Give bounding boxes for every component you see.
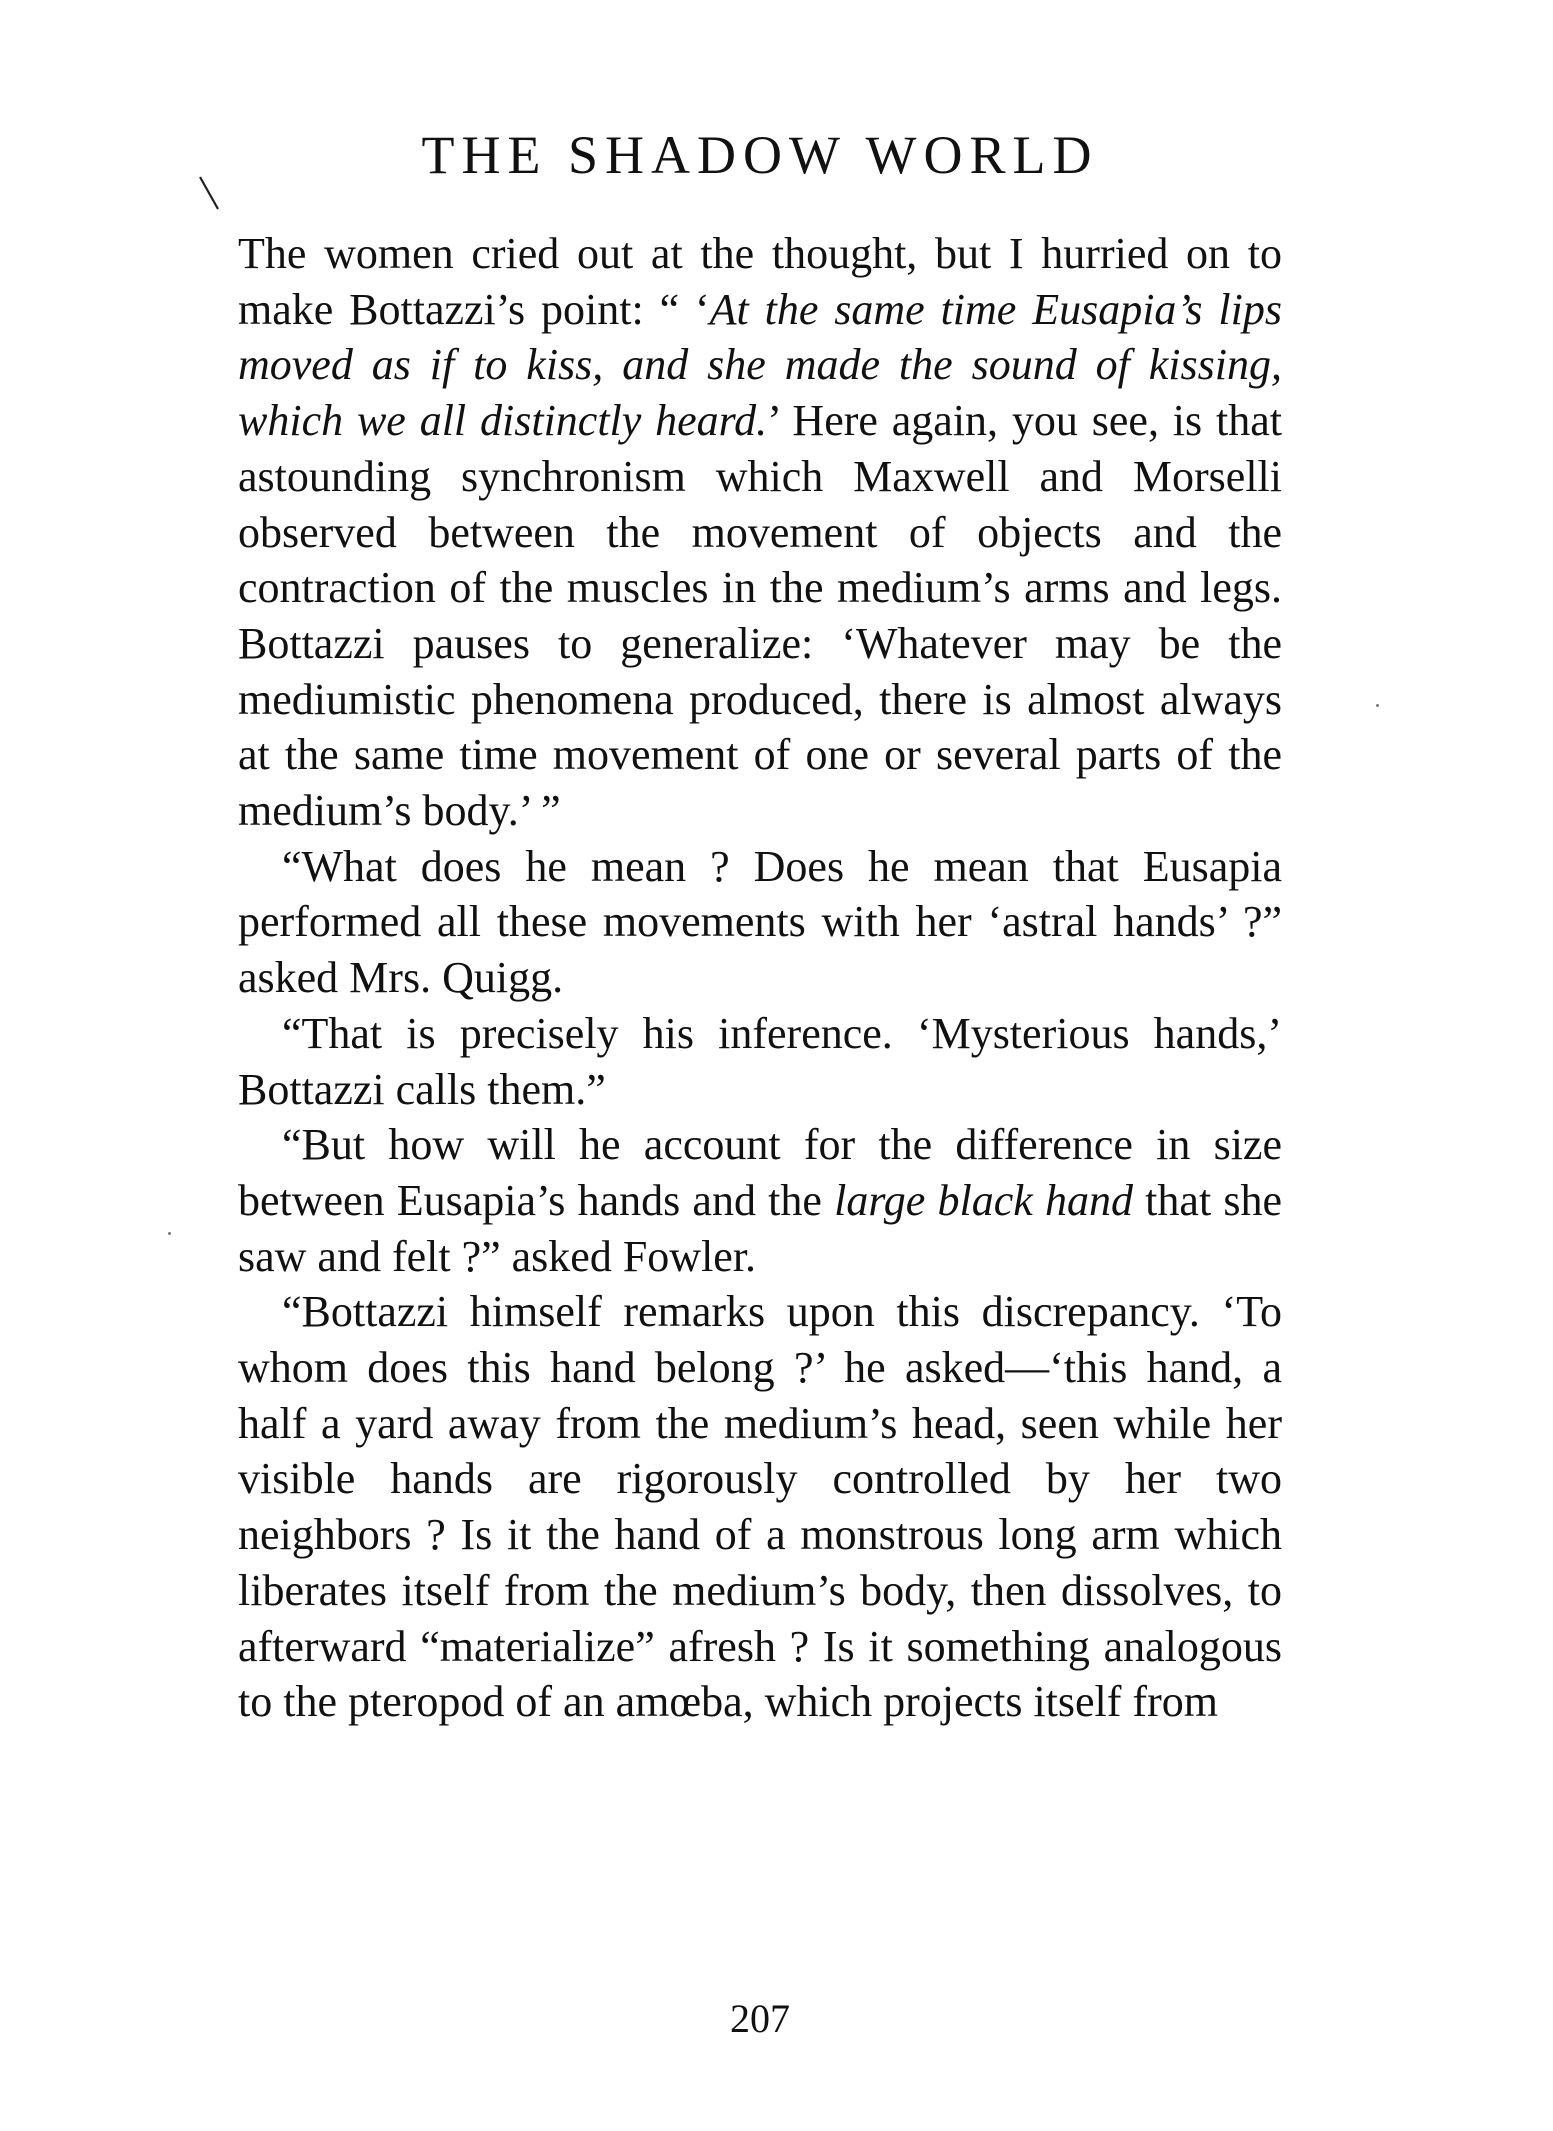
paragraph — [238, 1117, 1282, 1284]
text-run: “Bottazzi himself remarks upon this discrepancy. ‘To whom does this hand belong ?’ he asked—‘this hand, a half a yard away from the medium’s head, seen while her visible hands are rigorously controlled by her two neighbors ? Is it the hand of a monstrous long arm which liberates itself from the medium’s body, then dissolves, to afterward “materialize” afresh ? Is it something analogous to the pteropod of an amœba, which projects itself from — [238, 1287, 1282, 1727]
text-run: “What does he mean ? Does he mean that Eusapia performed all these movements with her ‘astral hands’ ?” asked Mrs. Quigg. — [238, 841, 1282, 1003]
page-number: 207 — [730, 1996, 790, 2041]
text-run: “That is precisely his inference. ‘Mysterious hands,’ Bottazzi calls them.” — [238, 1008, 1282, 1114]
paragraph — [238, 1284, 1282, 1730]
paper-speck — [1376, 704, 1379, 707]
text-run: ’ Here again, you see, is that astounding synchronism which Maxwell and Morselli observed between the movement of objects and the contraction of the muscles in the medium’s arms and legs. Bottazzi pauses to generalize: ‘Whatever may be the mediumistic phenomena produced, there is almost always at the same time movement of one or several parts of the medium’s body.’ ” — [238, 396, 1282, 836]
paragraph — [238, 226, 1282, 839]
text-run: “But how will he account for the difference in size between Eusapia’s hands and the — [238, 1120, 1282, 1225]
running-head: THE SHADOW WORLD — [421, 125, 1099, 185]
italic-text-run: large black hand — [834, 1175, 1133, 1225]
paragraph — [238, 839, 1282, 1006]
paper-speck — [168, 1232, 171, 1235]
italic-text-run: At the same time Eusapia’s lips moved as if to kiss, and she made the sound of kissing, which we all distinctly heard. — [238, 284, 1282, 446]
text-run: The women cried out at the thought, but I hurried on to make Bottazzi’s point: “ ‘ — [238, 229, 1282, 334]
text-run: that she saw and felt ?” asked Fowler. — [238, 1175, 1283, 1281]
margin-pen-mark — [198, 176, 220, 210]
body-text — [238, 226, 1282, 1730]
paragraph — [238, 1006, 1282, 1117]
